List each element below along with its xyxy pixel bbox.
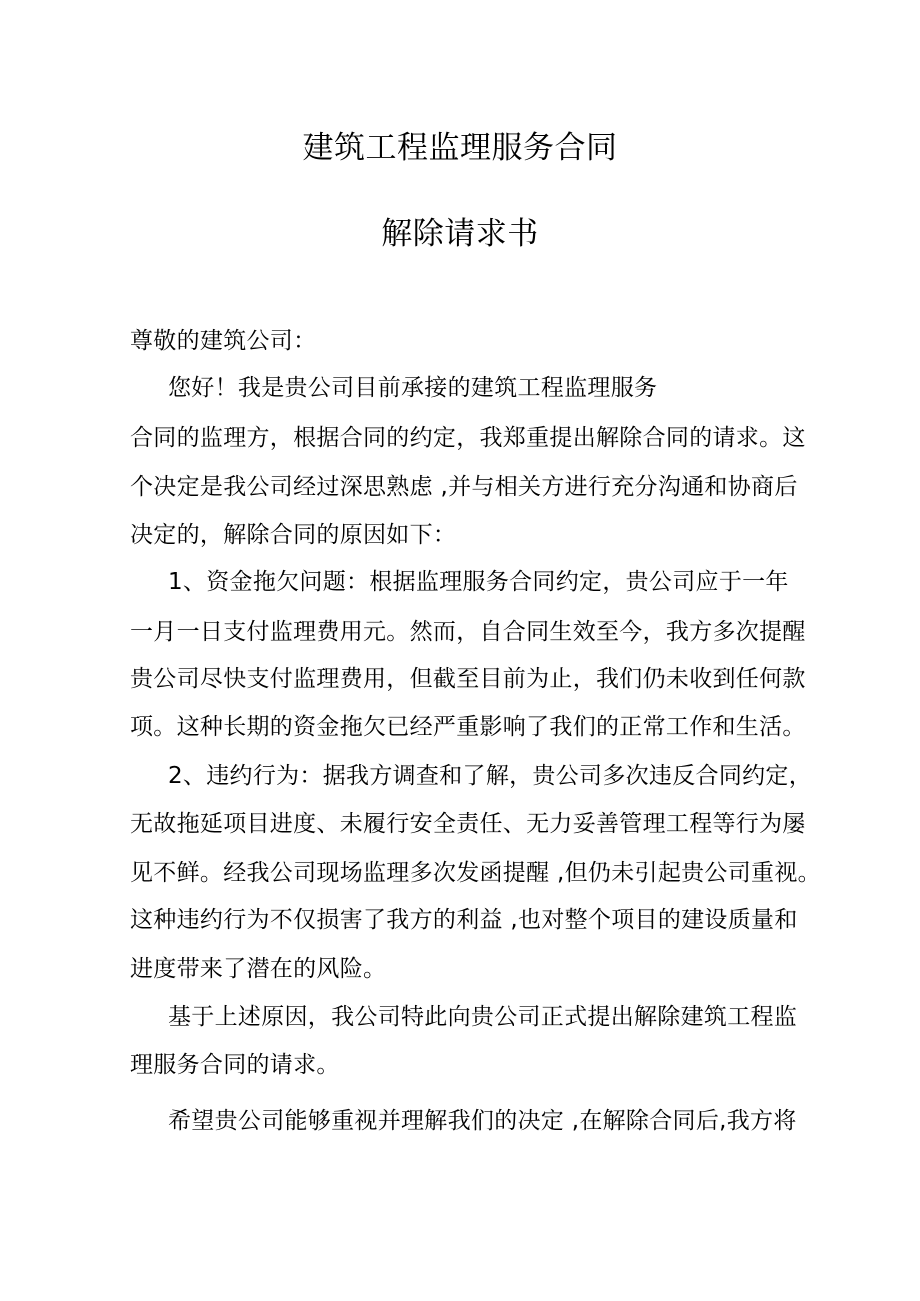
body-line: 进度带来了潜在的风险。: [130, 956, 387, 982]
body-line: 项。这种长期的资金拖欠已经严重影响了我们的正常工作和生活。: [130, 714, 806, 740]
body-line: 决定的，解除合同的原因如下：: [130, 522, 457, 548]
body-line: 希望贵公司能够重视并理解我们的决定 ,在解除合同后,我方将: [168, 1108, 797, 1134]
document-subtitle: 解除请求书: [381, 216, 539, 252]
body-line: 这种违约行为不仅损害了我方的利益 ,也对整个项目的建设质量和: [130, 907, 798, 933]
body-line: 见不鲜。经我公司现场监理多次发函提醒 ,但仍未引起贵公司重视。: [130, 860, 821, 886]
body-line: 无故拖延项目进度、未履行安全责任、无力妥善管理工程等行为屡: [130, 811, 806, 837]
body-line: 理服务合同的请求。: [130, 1052, 340, 1078]
body-line: 1、资金拖欠问题：根据监理服务合同约定，贵公司应于一年: [168, 569, 789, 595]
body-line: 2、违约行为：据我方调查和了解，贵公司多次违反合同约定，: [168, 763, 813, 789]
body-line: 个决定是我公司经过深思熟虑 ,并与相关方进行充分沟通和协商后: [130, 474, 798, 500]
body-line: 您好！我是贵公司目前承接的建筑工程监理服务: [168, 375, 658, 401]
document-title: 建筑工程监理服务合同: [302, 130, 618, 166]
salutation: 尊敬的建筑公司：: [130, 328, 317, 354]
body-line: 贵公司尽快支付监理费用，但截至目前为止，我们仍未收到任何款: [130, 666, 806, 692]
body-line: 基于上述原因，我公司特此向贵公司正式提出解除建筑工程监: [168, 1004, 798, 1030]
body-line: 一月一日支付监理费用元。然而，自合同生效至今，我方多次提醒: [130, 619, 806, 645]
body-line: 合同的监理方，根据合同的约定，我郑重提出解除合同的请求。这: [130, 425, 806, 451]
